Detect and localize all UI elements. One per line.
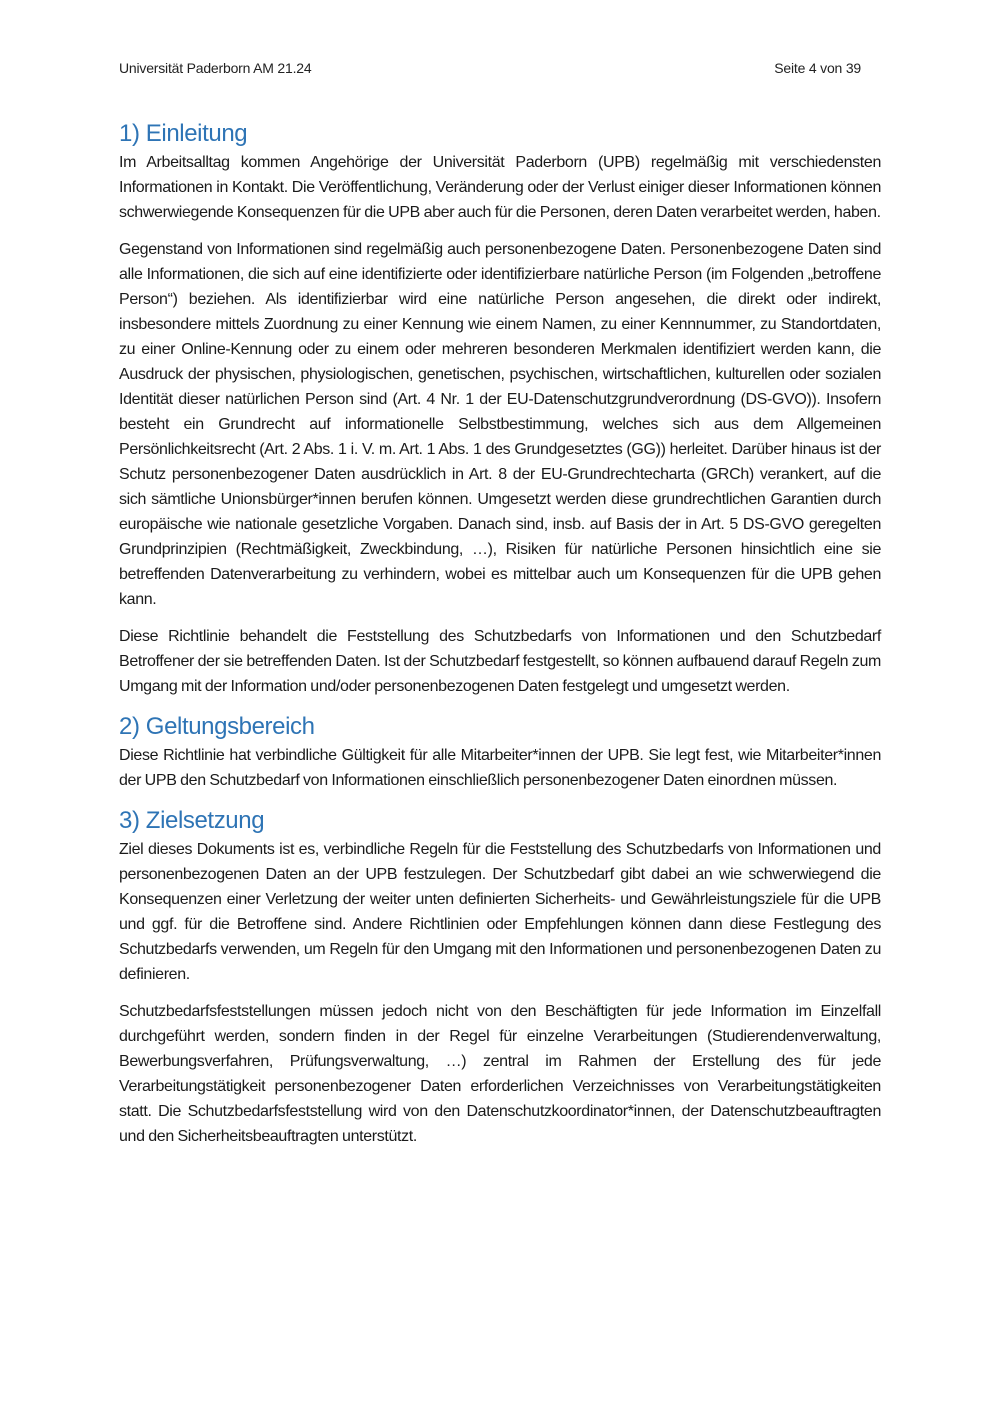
section-title: 1) Einleitung: [119, 120, 248, 147]
paragraph: Im Arbeitsalltag kommen Angehörige der Universität Paderborn (UPB) regelmäßig mit verschiedensten Informationen in Kontakt. Die Veröffentlichung, Veränderung oder der Verlust einiger dieser Informationen können schwerwiegende Konsequenzen für die UPB aber auch für die Personen, deren Daten verarbeitet werden, haben.: [119, 154, 881, 221]
paragraph: Diese Richtlinie behandelt die Feststellung des Schutzbedarfs von Informationen und den Schutzbedarf Betroffener der sie betreffenden Daten. Ist der Schutzbedarf festgestellt, so können aufbauend darauf Regeln zum Umgang mit der Information und/oder personenbezogenen Daten festgelegt und umgesetzt werden.: [119, 628, 881, 695]
page-header: [119, 60, 861, 80]
section-title: 3) Zielsetzung: [119, 807, 265, 834]
section-title: 2) Geltungsbereich: [119, 713, 315, 740]
section-zielsetzung: [119, 805, 881, 1149]
page-number: Seite 4 von 39: [774, 60, 861, 76]
document-reference: Universität Paderborn AM 21.24: [119, 60, 312, 76]
section-geltungsbereich: [119, 711, 881, 793]
paragraph: Ziel dieses Dokuments ist es, verbindliche Regeln für die Feststellung des Schutzbedarfs von Informationen und personenbezogenen Daten an der UPB festzulegen. Der Schutzbedarf gibt dabei an wie schwerwiegend die Konsequenzen einer Verletzung der weiter unten definierten Sicherheits- und Gewährleistungsziele für die UPB und ggf. für die Betroffene sind. Andere Richtlinien oder Empfehlungen können dann diese Festlegung des Schutzbedarfs verwenden, um Regeln für den Umgang mit den Informationen und personenbezogenen Daten zu definieren.: [119, 841, 881, 983]
paragraph: Gegenstand von Informationen sind regelmäßig auch personenbezogene Daten. Personenbezogene Daten sind alle Informationen, die sich auf eine identifizierte oder identifizierbare natürliche Person (im Folgenden „betroffene Person“) beziehen. Als identifizierbar wird eine natürliche Person angesehen, die direkt oder indirekt, insbesondere mittels Zuordnung zu einer Kennung wie einem Namen, zu einer Kennnummer, zu Standortdaten, zu einer Online-Kennung oder zu einem oder mehreren besonderen Merkmalen identifiziert werden kann, die Ausdruck der physischen, physiologischen, genetischen, psychischen, wirtschaftlichen, kulturellen oder sozialen Identität dieser natürlichen Person sind (Art. 4 Nr. 1 der EU-Datenschutzgrundverordnung (DS-GVO)). Insofern besteht ein Grundrecht auf informationelle Selbstbestimmung, welches sich aus dem Allgemeinen Persönlichkeitsrecht (Art. 2 Abs. 1 i. V. m. Art. 1 Abs. 1 des Grundgesetztes (GG)) herleitet. Darüber hinaus ist der Schutz personenbezogener Daten ausdrücklich in Art. 8 der EU-Grundrechtecharta (GRCh) verankert, auf die sich sämtliche Unionsbürger*innen berufen können. Umgesetzt werden diese grundrechtlichen Garantien durch europäische wie nationale gesetzliche Vorgaben. Danach sind, insb. auf Basis der in Art. 5 DS-GVO geregelten Grundprinzipien (Rechtmäßigkeit, Zweckbindung, …), Risiken für natürliche Personen hinsichtlich eine sie betreffenden Datenverarbeitung zu verhindern, wobei es mittelbar auch um Konsequenzen für die UPB gehen kann.: [119, 241, 881, 608]
paragraph: Diese Richtlinie hat verbindliche Gültigkeit für alle Mitarbeiter*innen der UPB. Sie legt fest, wie Mitarbeiter*innen der UPB den Schutzbedarf von Informationen einschließlich personenbezogener Daten einordnen müssen.: [119, 747, 881, 789]
paragraph: Schutzbedarfsfeststellungen müssen jedoch nicht von den Beschäftigten für jede Information im Einzelfall durchgeführt werden, sondern finden in der Regel für einzelne Verarbeitungen (Studierendenverwaltung, Bewerbungsverfahren, Prüfungsverwaltung, …) zentral im Rahmen der Erstellung des für jede Verarbeitungstätigkeit personenbezogener Daten erforderlichen Verzeichnisses von Verarbeitungstätigkeiten statt. Die Schutzbedarfsfeststellung wird von den Datenschutzkoordinator*innen, der Datenschutzbeauftragten und den Sicherheitsbeauftragten unterstützt.: [119, 1003, 881, 1145]
section-einleitung: [119, 118, 881, 699]
document-body: [119, 118, 881, 1161]
